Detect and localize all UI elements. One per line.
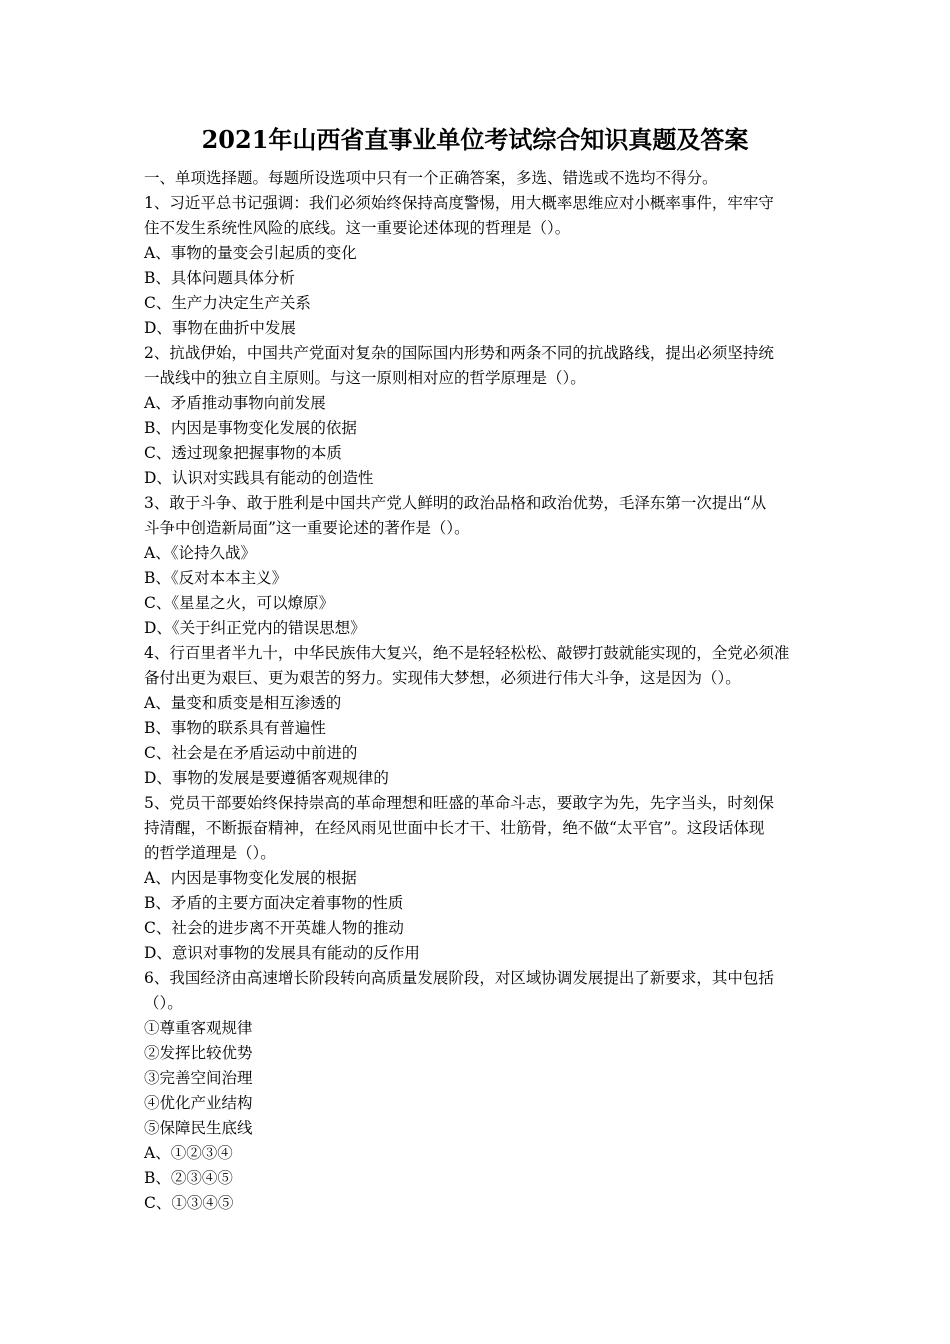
question-4-option-b: B、事物的联系具有普遍性 bbox=[144, 719, 326, 737]
question-6-stem-line-2: （）。 bbox=[144, 994, 183, 1012]
question-2-option-d: D、认识对实践具有能动的创造性 bbox=[144, 469, 374, 487]
question-6-option-b: B、②③④⑤ bbox=[144, 1169, 233, 1187]
document-body bbox=[144, 166, 812, 1216]
question-1-option-d: D、事物在曲折中发展 bbox=[144, 319, 296, 337]
question-2-option-a: A、矛盾推动事物向前发展 bbox=[144, 394, 326, 412]
question-6-option-c: C、①③④⑤ bbox=[144, 1194, 234, 1212]
question-4-option-a: A、量变和质变是相互渗透的 bbox=[144, 694, 342, 712]
question-6-item-1: ①尊重客观规律 bbox=[144, 1019, 253, 1037]
question-5-stem-line-1: 5、党员干部要始终保持崇高的革命理想和旺盛的革命斗志，要敢字为先，先字当头，时刻保 bbox=[144, 794, 774, 812]
question-6-stem-line-1: 6、我国经济由高速增长阶段转向高质量发展阶段，对区域协调发展提出了新要求，其中包括 bbox=[144, 969, 774, 987]
question-1-option-c: C、生产力决定生产关系 bbox=[144, 294, 311, 312]
question-6-item-2: ②发挥比较优势 bbox=[144, 1044, 253, 1062]
question-4-option-d: D、事物的发展是要遵循客观规律的 bbox=[144, 769, 389, 787]
section-intro: 一、单项选择题。每题所设选项中只有一个正确答案，多选、错选或不选均不得分。 bbox=[144, 169, 718, 187]
question-2 bbox=[144, 341, 812, 491]
question-2-option-b: B、内因是事物变化发展的依据 bbox=[144, 419, 357, 437]
question-3 bbox=[144, 491, 812, 641]
question-2-stem-line-2: 一战线中的独立自主原则。与这一原则相对应的哲学原理是（）。 bbox=[144, 369, 586, 387]
question-6-item-4: ④优化产业结构 bbox=[144, 1094, 253, 1112]
question-5-option-d: D、意识对事物的发展具有能动的反作用 bbox=[144, 944, 420, 962]
question-6-item-3: ③完善空间治理 bbox=[144, 1069, 253, 1087]
question-1-stem-line-2: 住不发生系统性风险的底线。这一重要论述体现的哲理是（）。 bbox=[144, 219, 571, 237]
question-2-stem-line-1: 2、抗战伊始，中国共产党面对复杂的国际国内形势和两条不同的抗战路线，提出必须坚持统 bbox=[144, 344, 774, 362]
question-5-option-a: A、内因是事物变化发展的根据 bbox=[144, 869, 357, 887]
question-2-option-c: C、透过现象把握事物的本质 bbox=[144, 444, 342, 462]
question-3-option-c: C、《星星之火，可以燎原》 bbox=[144, 594, 335, 612]
question-5-stem-line-3: 的哲学道理是（）。 bbox=[144, 844, 276, 862]
question-1-stem-line-1: 1、习近平总书记强调：我们必须始终保持高度警惕，用大概率思维应对小概率事件，牢牢守 bbox=[144, 194, 774, 212]
question-6-item-5: ⑤保障民生底线 bbox=[144, 1119, 253, 1137]
question-4 bbox=[144, 641, 812, 791]
question-3-option-d: D、《关于纠正党内的错误思想》 bbox=[144, 619, 366, 637]
question-1-option-a: A、事物的量变会引起质的变化 bbox=[144, 244, 357, 262]
question-4-stem-line-2: 备付出更为艰巨、更为艰苦的努力。实现伟大梦想，必须进行伟大斗争，这是因为（）。 bbox=[144, 669, 741, 687]
question-5-option-c: C、社会的进步离不开英雄人物的推动 bbox=[144, 919, 404, 937]
question-3-option-b: B、《反对本本主义》 bbox=[144, 569, 288, 587]
question-5 bbox=[144, 791, 812, 966]
question-5-option-b: B、矛盾的主要方面决定着事物的性质 bbox=[144, 894, 404, 912]
question-4-option-c: C、社会是在矛盾运动中前进的 bbox=[144, 744, 358, 762]
question-3-option-a: A、《论持久战》 bbox=[144, 544, 256, 562]
question-5-stem-line-2: 持清醒，不断振奋精神，在经风雨见世面中长才干、壮筋骨，绝不做“太平官”。这段话体现 bbox=[144, 819, 765, 837]
question-6-option-a: A、①②③④ bbox=[144, 1144, 233, 1162]
page-title: 2021年山西省直事业单位考试综合知识真题及答案 bbox=[201, 125, 749, 154]
question-1 bbox=[144, 191, 812, 341]
question-3-stem-line-2: 斗争中创造新局面”这一重要论述的著作是（）。 bbox=[144, 519, 470, 537]
question-3-stem-line-1: 3、敢于斗争、敢于胜利是中国共产党人鲜明的政治品格和政治优势，毛泽东第一次提出“从 bbox=[144, 494, 767, 512]
question-1-option-b: B、具体问题具体分析 bbox=[144, 269, 295, 287]
question-4-stem-line-1: 4、行百里者半九十，中华民族伟大复兴，绝不是轻轻松松、敲锣打鼓就能实现的，全党必须准 bbox=[144, 644, 790, 662]
question-6 bbox=[144, 966, 812, 1216]
